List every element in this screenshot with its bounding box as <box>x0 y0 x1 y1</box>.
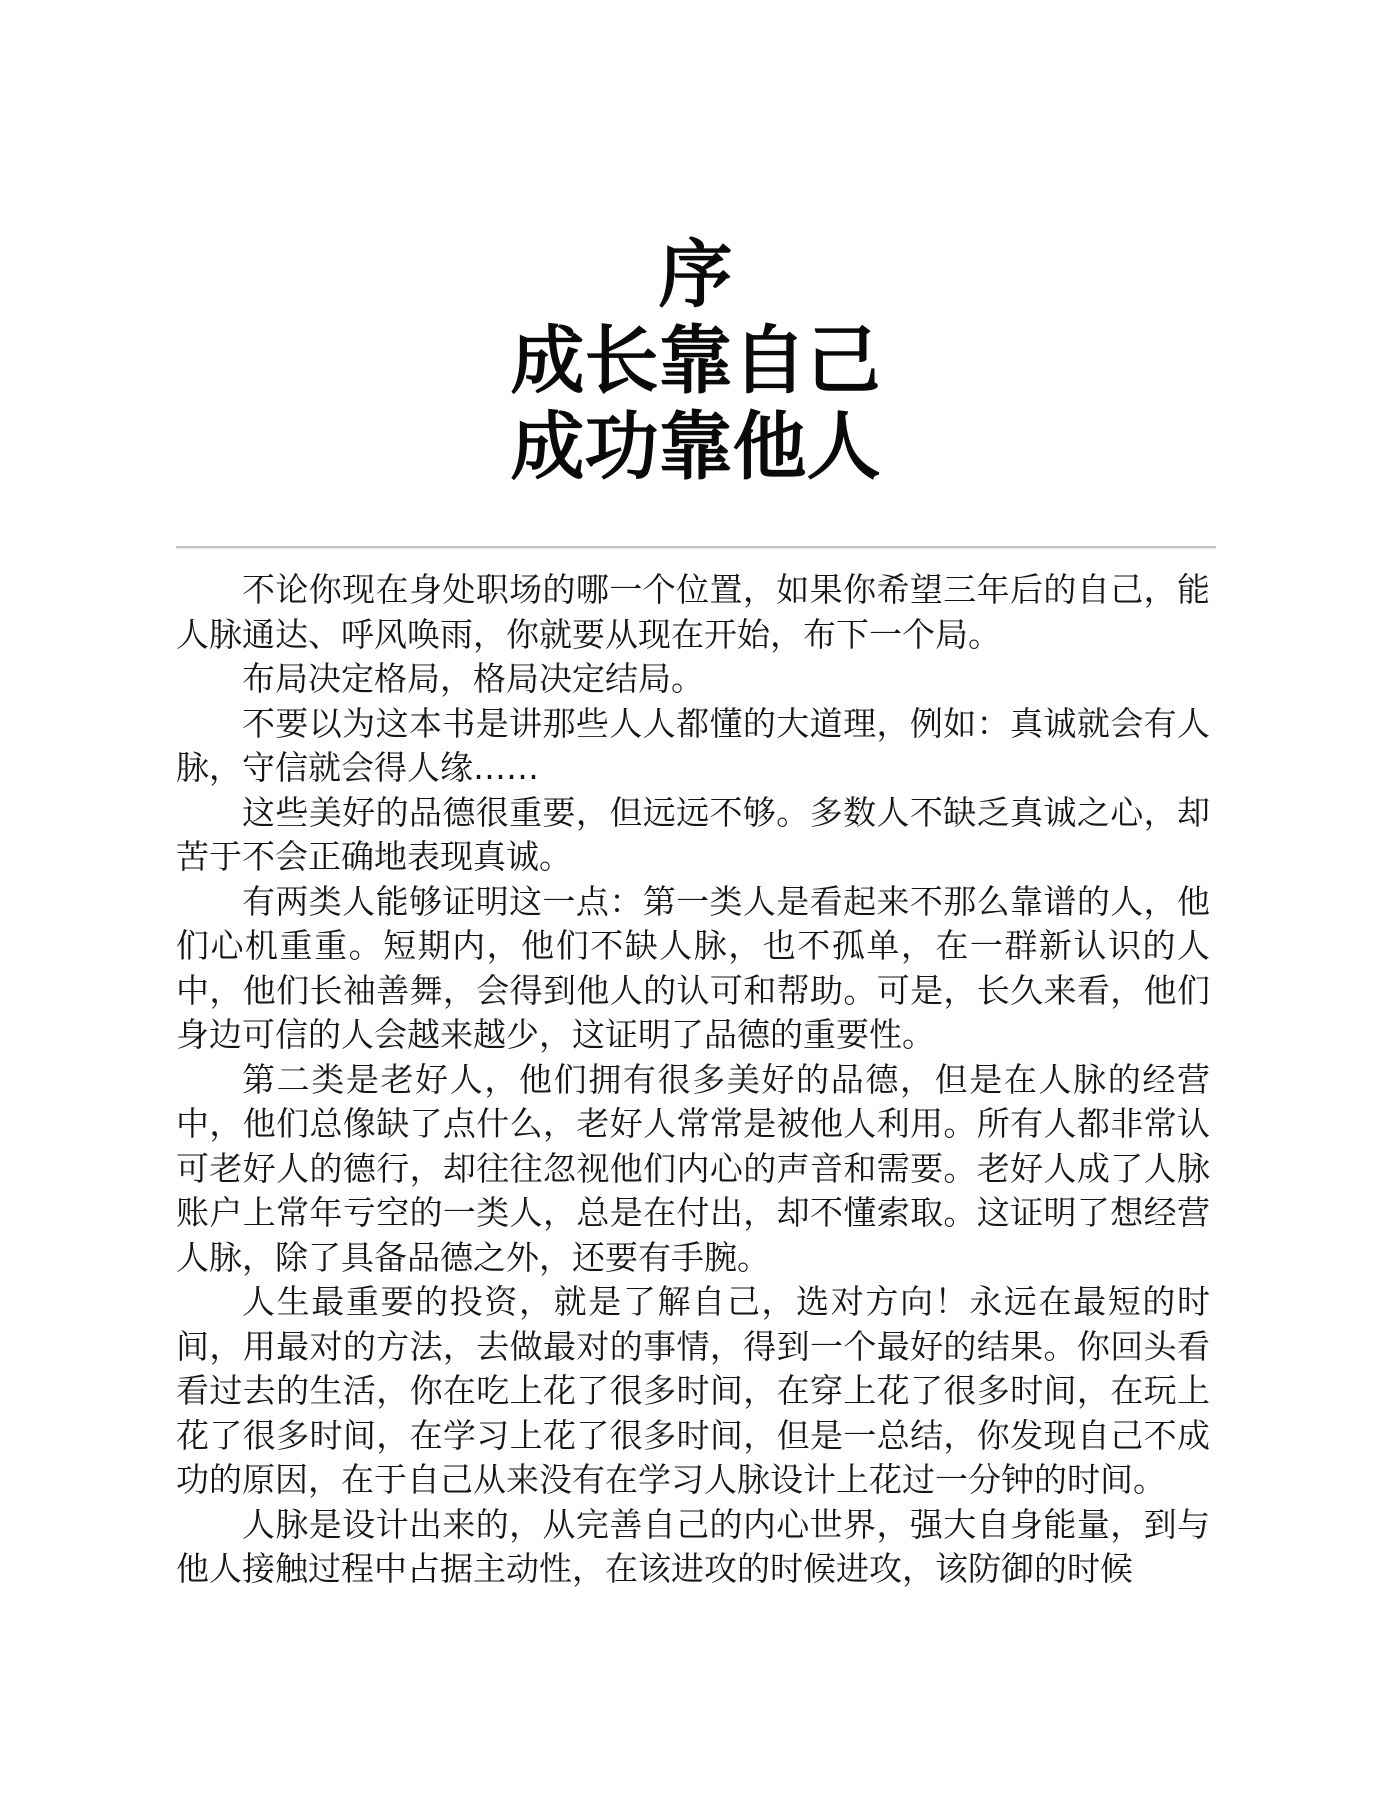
chapter-title <box>0 232 1391 490</box>
paragraph: 有两类人能够证明这一点：第一类人是看起来不那么靠谱的人，他们心机重重。短期内，他们不缺人脉，也不孤单，在一群新认识的人中，他们长袖善舞，会得到他人的认可和帮助。可是，长久来看，他们身边可信的人会越来越少，这证明了品德的重要性。 <box>176 881 1210 1054</box>
paragraph: 第二类是老好人，他们拥有很多美好的品德，但是在人脉的经营中，他们总像缺了点什么，老好人常常是被他人利用。所有人都非常认可老好人的德行，却往往忽视他们内心的声音和需要。老好人成了人脉账户上常年亏空的一类人，总是在付出，却不懂索取。这证明了想经营人脉，除了具备品德之外，还要有手腕。 <box>176 1059 1210 1277</box>
title-divider <box>176 546 1216 548</box>
paragraph: 这些美好的品德很重要，但远远不够。多数人不缺乏真诚之心，却苦于不会正确地表现真诚。 <box>176 792 1210 876</box>
paragraph: 不要以为这本书是讲那些人人都懂的大道理，例如：真诚就会有人脉，守信就会得人缘…… <box>176 703 1210 787</box>
preface-body <box>176 568 1210 1592</box>
paragraph: 布局决定格局，格局决定结局。 <box>242 659 704 698</box>
title-line-success: 成功靠他人 <box>510 404 881 490</box>
title-preface: 序 <box>658 232 733 318</box>
paragraph: 人脉是设计出来的，从完善自己的内心世界，强大自身能量，到与他人接触过程中占据主动性，在该进攻的时候进攻，该防御的时候 <box>176 1504 1210 1588</box>
paragraph: 人生最重要的投资，就是了解自己，选对方向！永远在最短的时间，用最对的方法，去做最对的事情，得到一个最好的结果。你回头看看过去的生活，你在吃上花了很多时间，在穿上花了很多时间，在玩上花了很多时间，在学习上花了很多时间，但是一总结，你发现自己不成功的原因，在于自己从来没有在学习人脉设计上花过一分钟的时间。 <box>176 1282 1210 1499</box>
paragraph: 不论你现在身处职场的哪一个位置，如果你希望三年后的自己，能人脉通达、呼风唤雨，你就要从现在开始，布下一个局。 <box>176 570 1210 654</box>
title-line-growth: 成长靠自己 <box>510 318 881 404</box>
